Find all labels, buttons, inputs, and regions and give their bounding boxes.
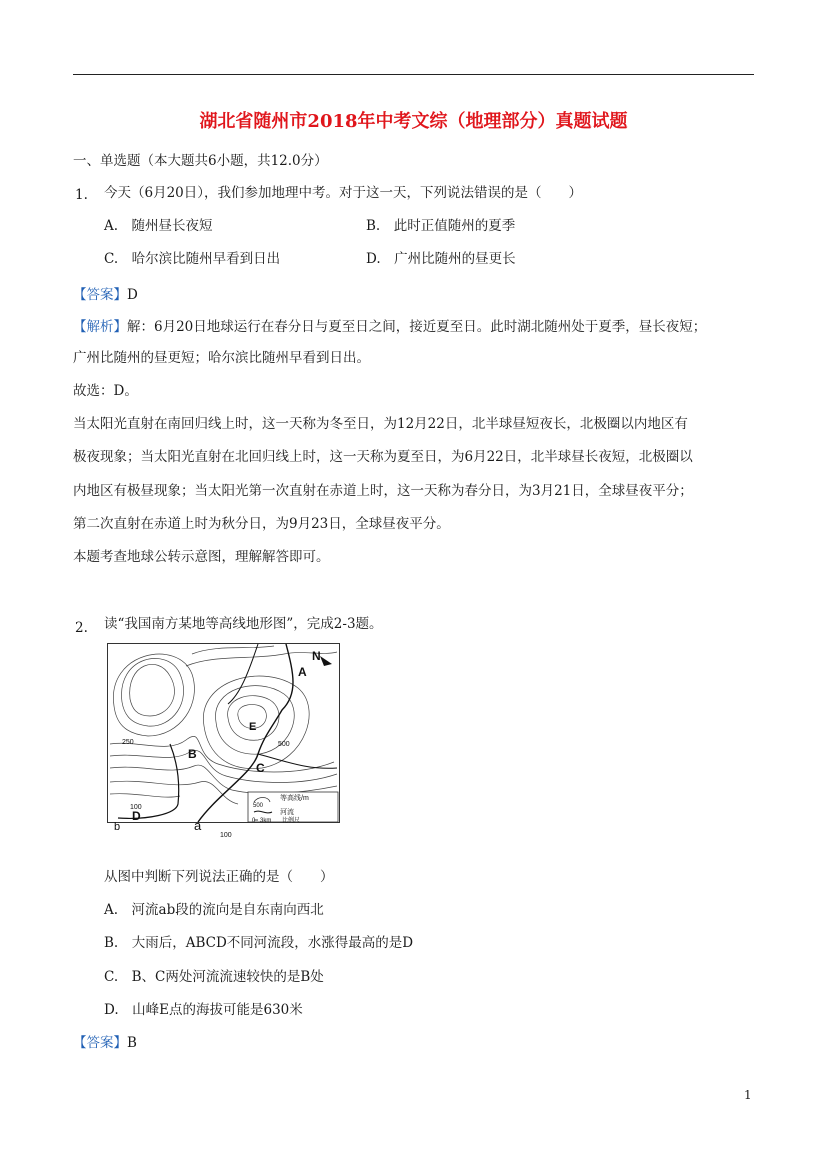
analysis-text: 解：6月20日地球运行在春分日与夏至日之间，接近夏至日。此时湖北随州处于夏季，昼长夜短； [127,319,707,335]
map-label-a: A [298,665,307,679]
map-label-a-lower: a [194,818,202,833]
legend-scale-start: 0 [252,818,256,824]
north-arrow-icon [320,656,332,666]
q1-analysis-line2: 广州比随州的昼更短；哈尔滨比随州早看到日出。 [73,350,370,366]
q1-summary: 本题考查地球公转示意图，理解解答即可。 [73,549,330,565]
contour-value-100: 100 [220,832,232,839]
contour-line [130,664,175,716]
contour-line [110,781,238,804]
legend-contour-sample: 500 [253,803,264,809]
contour-line [110,736,334,772]
q1-answer-line [73,285,138,305]
q1-option-a: A. 随州昼长夜短 [104,218,213,234]
page-number: 1 [744,1088,752,1102]
q1-answer: D [127,287,138,303]
q1-explain-line: 极夜现象；当太阳光直射在北回归线上时，这一天称为夏至日，为6月22日，北半球昼长夜短，北极圈以 [73,449,693,465]
legend-scale: 比例尺 [282,818,301,824]
q2-option-b: B. 大雨后，ABCD不同河流段，水涨得最高的是D [104,935,414,951]
q2-option-a: A. 河流ab段的流向是自东南向西北 [104,902,324,918]
page-title: 湖北省随州市2018年中考文综（地理部分）真题试题 [199,111,628,132]
q1-option-c: C. 哈尔滨比随州早看到日出 [104,251,281,267]
legend-scale-length: 3km [260,818,272,824]
q2-answer: B [127,1035,137,1051]
map-label-d: D [132,809,141,823]
q1-explain-line: 内地区有极昼现象；当太阳光第一次直射在赤道上时，这一天称为春分日，为3月21日，全球昼夜平分； [73,483,693,499]
map-label-n: N [312,649,321,663]
river-line [228,644,258,704]
q1-option-d: D. 广州比随州的昼更长 [366,251,516,267]
q2-sub-stem: 从图中判断下列说法正确的是（ ） [104,869,334,885]
q2-option-d: D. 山峰E点的海拔可能是630米 [104,1002,303,1018]
q2-number: 2. [75,620,88,636]
map-label-b-lower: b [114,821,121,833]
contour-line [192,646,274,654]
answer-tag: 【答案】 [73,1035,127,1051]
q1-explain-line: 第二次直射在赤道上时为秋分日，为9月23日，全球昼夜平分。 [73,516,450,532]
q1-explain-line: 当太阳光直射在南回归线上时，这一天称为冬至日，为12月22日，北半球昼短夜长，北极圈以内地区有 [73,416,688,432]
q2-answer-line [73,1033,137,1053]
contour-line [110,794,180,797]
contour-line [110,750,337,782]
header-rule [73,74,754,75]
contour-line [113,654,194,736]
q1-number: 1. [75,187,88,203]
contour-line [228,696,279,741]
map-label-c: C [256,761,265,775]
analysis-tag: 【解析】 [73,319,127,335]
q2-stem: 读“我国南方某地等高线地形图”，完成2-3题。 [104,616,383,632]
legend-river: 河流 [280,809,294,816]
q1-choose: 故选：D。 [73,383,138,399]
map-label-e: E [249,721,257,733]
contour-map [107,643,340,839]
q1-analysis-line1 [73,317,706,337]
q1-stem: 今天（6月20日），我们参加地理中考。对于这一天，下列说法错误的是（ ） [104,185,583,201]
contour-value-250: 250 [122,739,134,746]
section-heading: 一、单选题（本大题共6小题，共12.0分） [73,153,328,169]
map-label-b: B [188,747,197,761]
contour-value-500: 500 [278,741,290,748]
contour-value-100: 100 [130,804,142,811]
answer-tag: 【答案】 [73,287,127,303]
map-legend [248,792,338,824]
legend-contour: 等高线/m [280,795,309,802]
contour-line [110,765,337,793]
q2-option-c: C. B、C两处河流流速较快的是B处 [104,969,324,985]
q1-option-b: B. 此时正值随州的夏季 [366,218,516,234]
